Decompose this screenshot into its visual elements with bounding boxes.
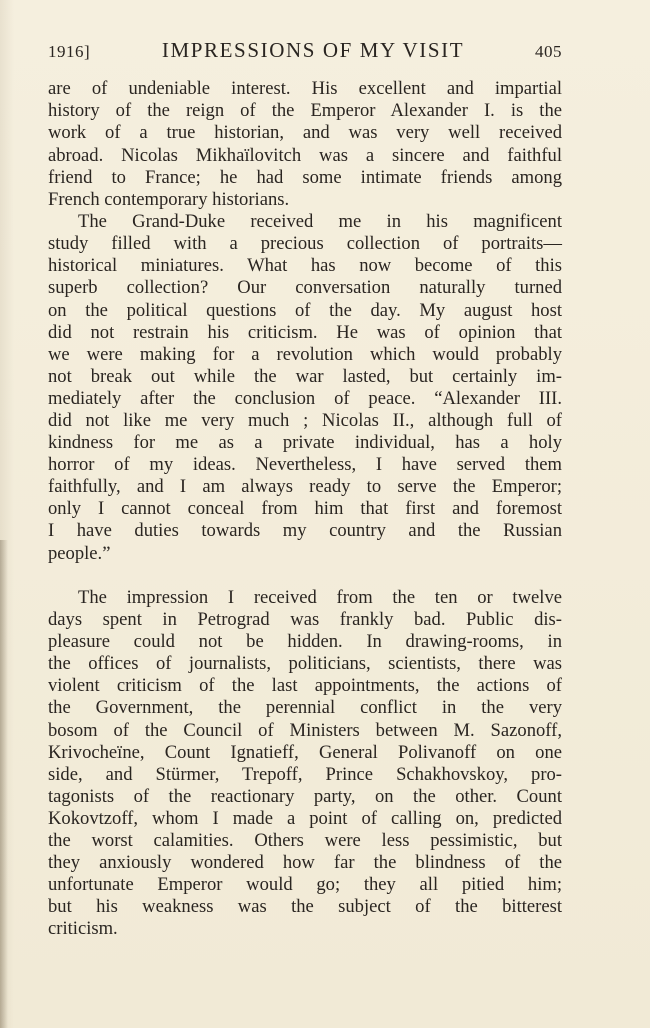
text-line: mediately after the conclusion of peace. “Alexander III. [48, 387, 562, 409]
text-line: did not restrain his criticism. He was of opinion that [48, 321, 562, 343]
text-line: the Government, the perennial conflict in the very [48, 697, 562, 719]
text-line: horror of my ideas. Nevertheless, I have served them [48, 454, 562, 476]
text-line: unfortunate Emperor would go; they all pitied him; [48, 874, 562, 896]
text-line: study filled with a precious collection of portraits— [48, 233, 562, 255]
text-line: the offices of journalists, politicians, scientists, there was [48, 653, 562, 675]
text-line: side, and Stürmer, Trepoff, Prince Schakhovskoy, pro- [48, 763, 562, 785]
text-line: criticism. [48, 918, 118, 940]
paragraph-1 [48, 78, 562, 211]
text-line: only I cannot conceal from him that first and foremost [48, 498, 562, 520]
paragraph-2 [48, 211, 562, 565]
text-line: Kokovtzoff, whom I made a point of calling on, predicted [48, 807, 562, 829]
binding-shadow [0, 540, 8, 1028]
text-line: superb collection? Our conversation naturally turned [48, 277, 562, 299]
text-line: are of undeniable interest. His excellent and impartial [48, 78, 562, 99]
text-line: The Grand-Duke received me in his magnificent [78, 211, 562, 233]
header-year: 1916] [48, 42, 91, 61]
text-line: work of a true historian, and was very well received [48, 122, 562, 144]
section-break [48, 565, 562, 587]
text-line: The impression I received from the ten or twelve [78, 587, 562, 609]
text-line: the worst calamities. Others were less pessimistic, but [48, 830, 562, 852]
text-line: did not like me very much ; Nicolas II., although full of [48, 409, 562, 431]
text-line: but his weakness was the subject of the bitterest [48, 896, 562, 918]
text-line: history of the reign of the Emperor Alexander I. is the [48, 100, 562, 122]
page-number: 405 [535, 42, 562, 61]
text-line: on the political questions of the day. My august host [48, 299, 562, 321]
text-line: pleasure could not be hidden. In drawing-rooms, in [48, 631, 562, 653]
text-line: tagonists of the reactionary party, on the other. Count [48, 785, 562, 807]
paragraph-3 [48, 587, 562, 941]
text-line: friend to France; he had some intimate friends among [48, 166, 562, 188]
text-line: we were making for a revolution which would probably [48, 343, 562, 365]
running-header [48, 38, 560, 68]
header-title: IMPRESSIONS OF MY VISIT [161, 38, 465, 62]
text-line: violent criticism of the last appointments, the actions of [48, 675, 562, 697]
text-line: days spent in Petrograd was frankly bad. Public dis- [48, 609, 562, 631]
text-line: bosom of the Council of Ministers between M. Sazonoff, [48, 719, 562, 741]
text-line: French contemporary historians. [48, 188, 290, 210]
text-line: historical miniatures. What has now become of this [48, 255, 562, 277]
text-line: people.” [48, 542, 111, 564]
text-line: faithfully, and I am always ready to serve the Emperor; [48, 476, 562, 498]
text-line: abroad. Nicolas Mikhaïlovitch was a sincere and faithful [48, 144, 562, 166]
text-line: they anxiously wondered how far the blindness of the [48, 852, 562, 874]
text-line: Krivocheïne, Count Ignatieff, General Polivanoff on one [48, 741, 562, 763]
text-line: not break out while the war lasted, but certainly im- [48, 365, 562, 387]
text-line: kindness for me as a private individual, has a holy [48, 432, 562, 454]
text-line: I have duties towards my country and the Russian [48, 520, 562, 542]
body-text [48, 78, 562, 941]
